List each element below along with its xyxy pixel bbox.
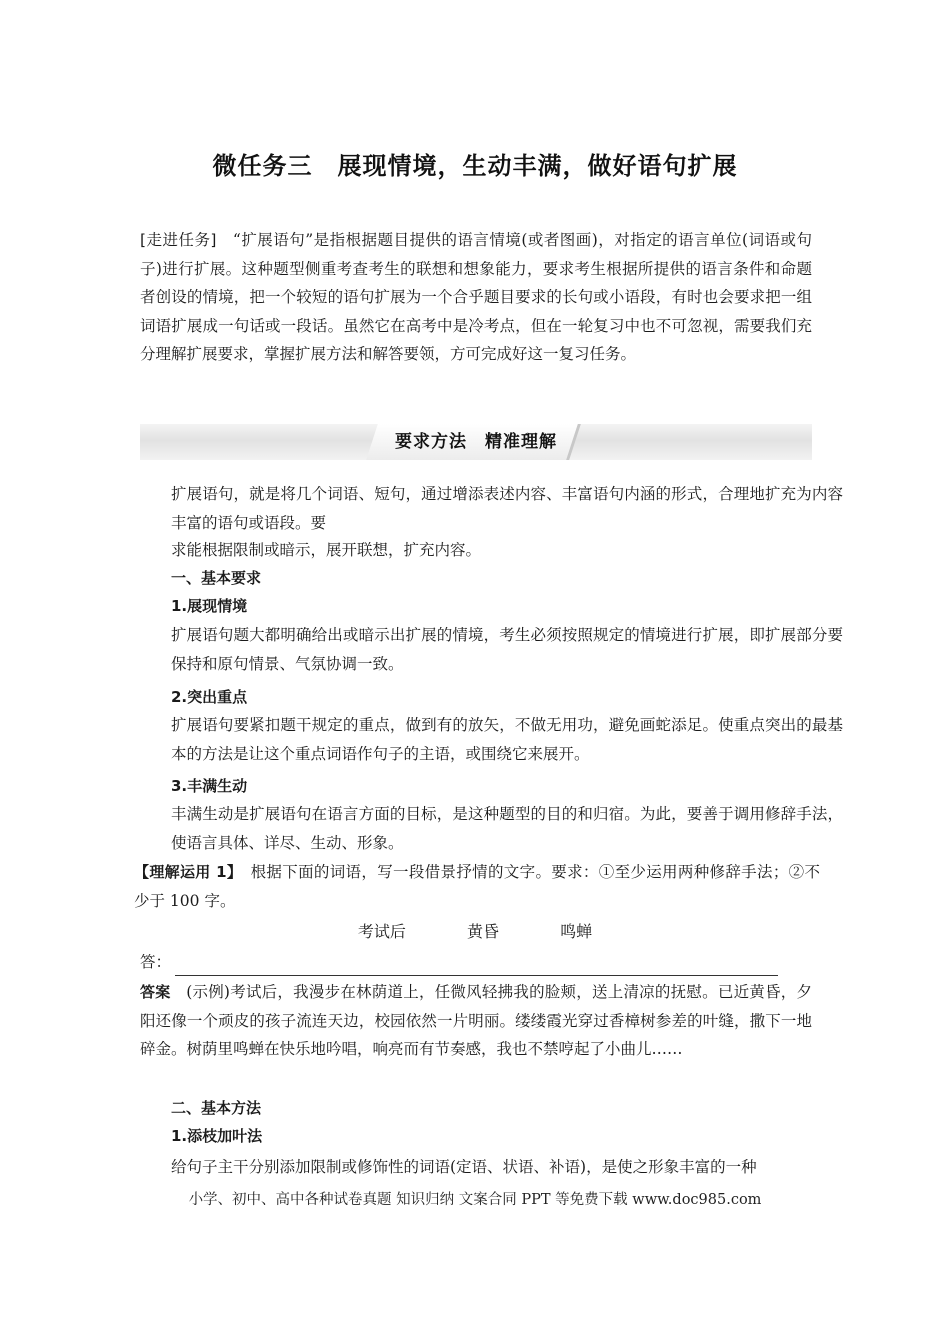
keyword-list [0,919,950,942]
answer-text: (示例)考试后，我漫步在林荫道上，任微风轻拂我的脸颊，送上清凉的抚慰。已近黄昏，夕阳还像一个顽皮的孩子流连天边，校园依然一片明丽。缕缕霞光穿过香樟树参差的叶缝，撒下一地碎金。树荫里鸣蝉在快乐地吟唱，响亮而有节奏感，我也不禁哼起了小曲儿…… [140,983,812,1058]
keyword-item: 考试后 [357,922,406,941]
intro-paragraph [140,226,812,369]
body-paragraph-2: 求能根据限制或暗示，展开联想，扩充内容。 [171,541,482,559]
banner-title: 要求方法 精准理解 [395,432,557,452]
page-footer: 小学、初中、高中各种试卷真题 知识归纳 文案合同 PPT 等免费下载 www.doc985.com [188,1192,762,1208]
paragraph-vivid: 丰满生动是扩展语句在语言方面的目标，是这种题型的目的和归宿。为此，要善于调用修辞手法，使语言具体、详尽、生动、形象。 [171,805,843,852]
subheading-add-branches: 1.添枝加叶法 [171,1127,263,1145]
subheading-scene: 1.展现情境 [171,597,248,615]
heading-basic-methods: 二、基本方法 [171,1099,262,1117]
exercise-paragraph [134,858,820,915]
section-banner [140,424,812,460]
subheading-focus: 2.突出重点 [171,688,248,706]
answer-prompt: 答： [140,953,172,971]
paragraph-add-branches: 给句子主干分别添加限制或修饰性的词语(定语、状语、补语)，是使之形象丰富的一种 [171,1158,757,1176]
intro-text: “扩展语句”是指根据题目提供的语言情境(或者图画)，对指定的语言单位(词语或句子)进行扩展。这种题型侧重考查考生的联想和想象能力，要求考生根据所提供的语言条件和命题者创设的情境，把一个较短的语句扩展为一个合乎题目要求的长句或小语段，有时也会要求把一组词语扩展成一句话或一段话。虽然它在高考中是冷考点，但在一轮复习中也不可忽视，需要我们充分理解扩展要求，掌握扩展方法和解答要领，方可完成好这一复习任务。 [140,231,812,363]
heading-basic-requirements: 一、基本要求 [171,569,262,587]
answer-paragraph [140,978,812,1064]
answer-label: 答案 [140,983,171,1001]
exercise-label: 【理解运用 1】 [134,863,235,881]
keyword-item: 黄昏 [466,922,499,941]
answer-blank [175,957,778,976]
exercise-text: 根据下面的词语，写一段借景抒情的文字。要求：①至少运用两种修辞手法；②不少于 100 字。 [134,863,820,910]
paragraph-scene: 扩展语句题大都明确给出或暗示出扩展的情境，考生必须按照规定的情境进行扩展，即扩展部分要保持和原句情景、气氛协调一致。 [171,626,843,673]
keyword-item: 鸣蝉 [560,922,593,941]
intro-label: [走进任务] [140,231,217,249]
body-paragraph-1: 扩展语句，就是将几个词语、短句，通过增添表述内容、丰富语句内涵的形式，合理地扩充为内容丰富的语句或语段。要 [171,485,843,532]
subheading-vivid: 3.丰满生动 [171,777,248,795]
answer-line [140,948,812,976]
paragraph-focus: 扩展语句要紧扣题干规定的重点，做到有的放矢，不做无用功，避免画蛇添足。使重点突出的最基本的方法是让这个重点词语作句子的主语，或围绕它来展开。 [171,716,843,763]
page-title: 微任务三 展现情境，生动丰满，做好语句扩展 [212,152,738,180]
